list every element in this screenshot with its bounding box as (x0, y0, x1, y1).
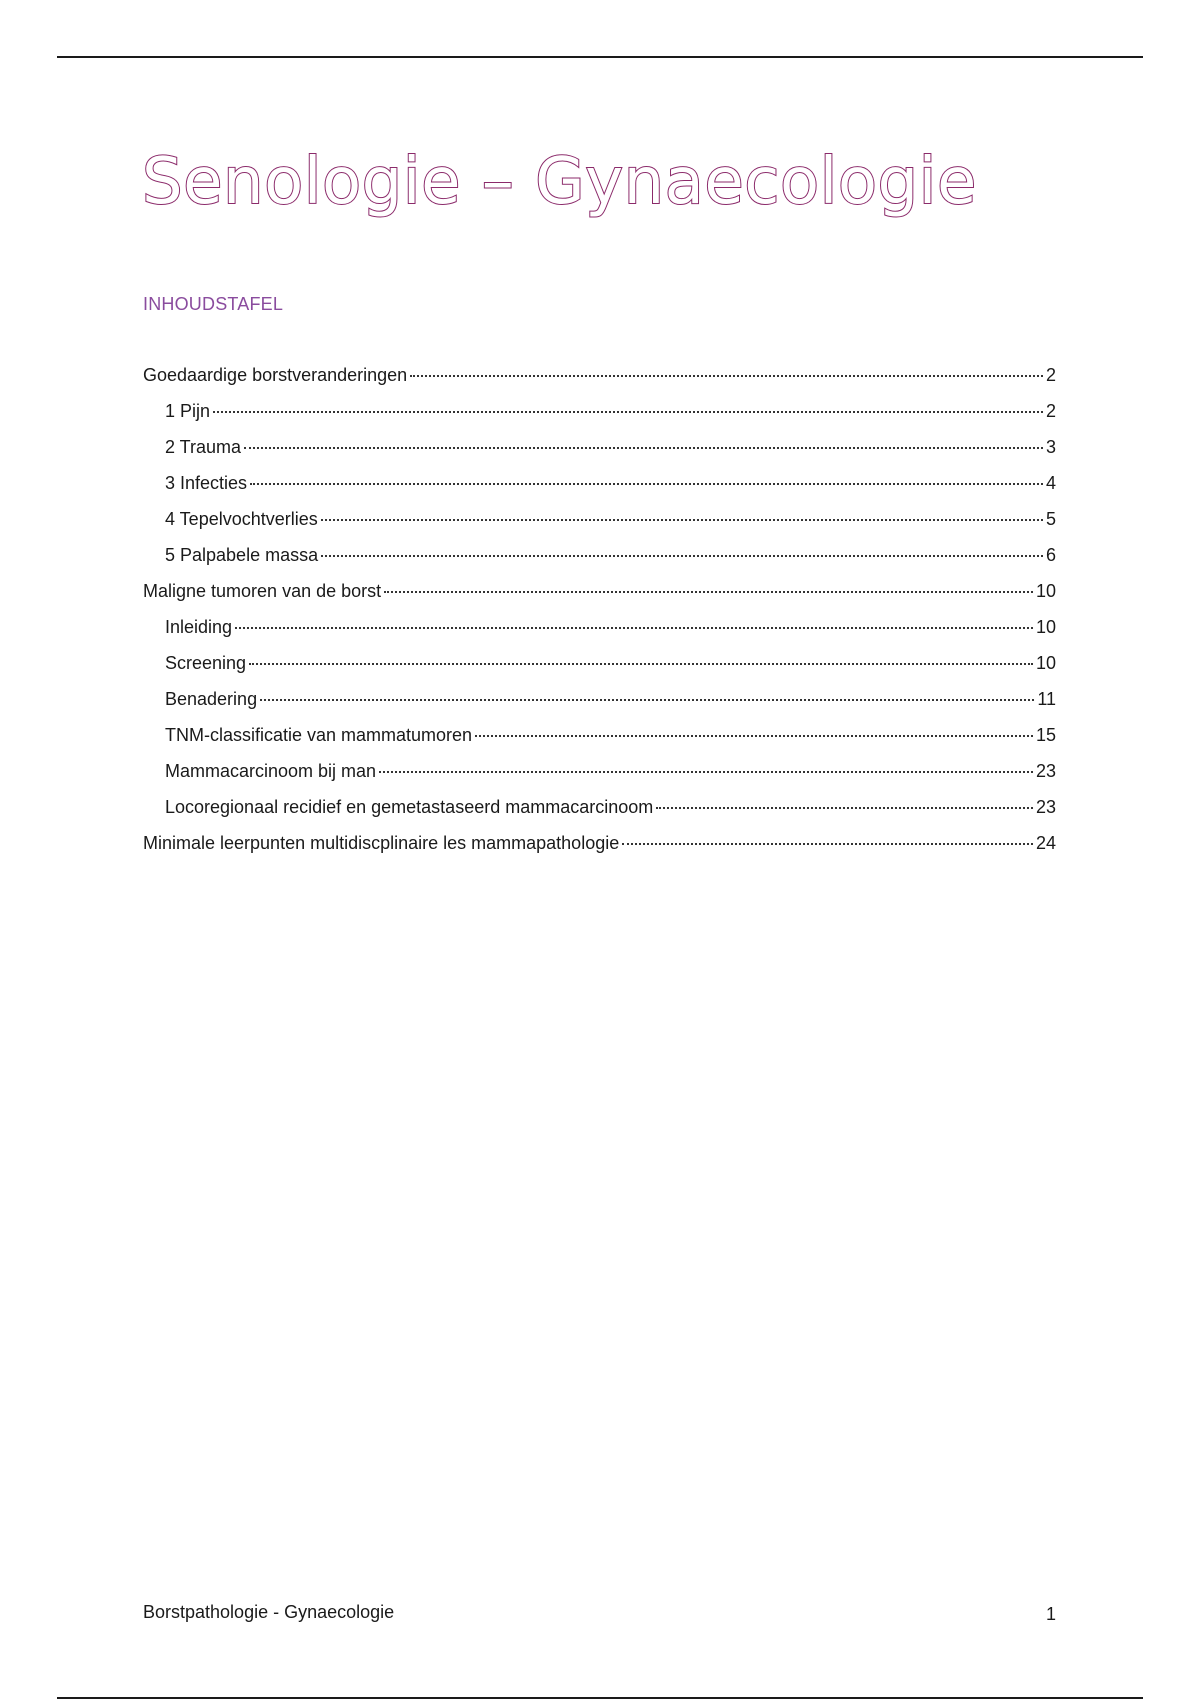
toc-entry-label: 2 Trauma (165, 437, 242, 457)
toc-entry-label: 4 Tepelvochtverlies (165, 509, 318, 529)
toc-dot-leader (656, 807, 1033, 809)
toc-entry-page: 2 (1045, 365, 1056, 385)
toc-dot-leader (249, 663, 1033, 665)
toc-dot-leader (321, 555, 1043, 557)
toc-entry-label: Mammacarcinoom bij man (165, 761, 377, 781)
toc-entry-label: 3 Infecties (165, 473, 248, 493)
toc-entry-page: 23 (1035, 797, 1056, 817)
toc-dot-leader (250, 483, 1043, 485)
toc-entry[interactable] (143, 361, 1056, 397)
toc-entry-label: 1 Pijn (165, 401, 211, 421)
toc-entry-page: 6 (1045, 545, 1056, 565)
toc-dot-leader (475, 735, 1033, 737)
toc-entry-label: 5 Palpabele massa (165, 545, 319, 565)
toc-entry[interactable] (143, 541, 1056, 577)
toc-entry-label: TNM-classificatie van mammatumoren (165, 725, 473, 745)
toc-entry-label: Maligne tumoren van de borst (143, 581, 382, 601)
toc-entry[interactable] (143, 685, 1056, 721)
toc-entry-label: Inleiding (165, 617, 233, 637)
toc-entry-page: 5 (1045, 509, 1056, 529)
table-of-contents (143, 361, 1056, 865)
toc-entry-page: 24 (1035, 833, 1056, 853)
toc-entry[interactable] (143, 397, 1056, 433)
toc-entry-label: Minimale leerpunten multidiscplinaire les mammapathologie (143, 833, 620, 853)
toc-entry[interactable] (143, 829, 1056, 865)
toc-entry-label: Benadering (165, 689, 258, 709)
toc-entry[interactable] (143, 505, 1056, 541)
footer-document-name: Borstpathologie - Gynaecologie (143, 1602, 395, 1622)
footer-page-number: 1 (1045, 1604, 1056, 1624)
toc-entry-label: Goedaardige borstveranderingen (143, 365, 408, 385)
toc-entry[interactable] (143, 469, 1056, 505)
toc-entry-page: 10 (1035, 581, 1056, 601)
toc-dot-leader (260, 699, 1034, 701)
toc-dot-leader (213, 411, 1043, 413)
toc-entry[interactable] (143, 577, 1056, 613)
toc-entry-page: 10 (1035, 653, 1056, 673)
header-rule (57, 56, 1143, 58)
toc-entry-page: 15 (1035, 725, 1056, 745)
toc-entry[interactable] (143, 649, 1056, 685)
toc-entry[interactable] (143, 433, 1056, 469)
toc-entry[interactable] (143, 721, 1056, 757)
toc-entry[interactable] (143, 757, 1056, 793)
toc-entry-page: 3 (1045, 437, 1056, 457)
toc-entry-page: 4 (1045, 473, 1056, 493)
toc-dot-leader (410, 375, 1043, 377)
toc-dot-leader (235, 627, 1033, 629)
toc-entry-label: Screening (165, 653, 247, 673)
toc-entry-page: 10 (1035, 617, 1056, 637)
toc-dot-leader (321, 519, 1043, 521)
document-title: Senologie – Gynaecologie (142, 145, 977, 219)
toc-dot-leader (379, 771, 1033, 773)
toc-entry-page: 23 (1035, 761, 1056, 781)
toc-dot-leader (622, 843, 1033, 845)
toc-entry[interactable] (143, 793, 1056, 829)
toc-dot-leader (244, 447, 1043, 449)
toc-entry-page: 2 (1045, 401, 1056, 421)
toc-entry-page: 11 (1037, 689, 1056, 709)
toc-entry-label: Locoregionaal recidief en gemetastaseerd mammacarcinoom (165, 797, 654, 817)
toc-entry[interactable] (143, 613, 1056, 649)
footer-rule (57, 1697, 1143, 1699)
toc-heading: INHOUDSTAFEL (143, 294, 284, 314)
toc-dot-leader (384, 591, 1033, 593)
